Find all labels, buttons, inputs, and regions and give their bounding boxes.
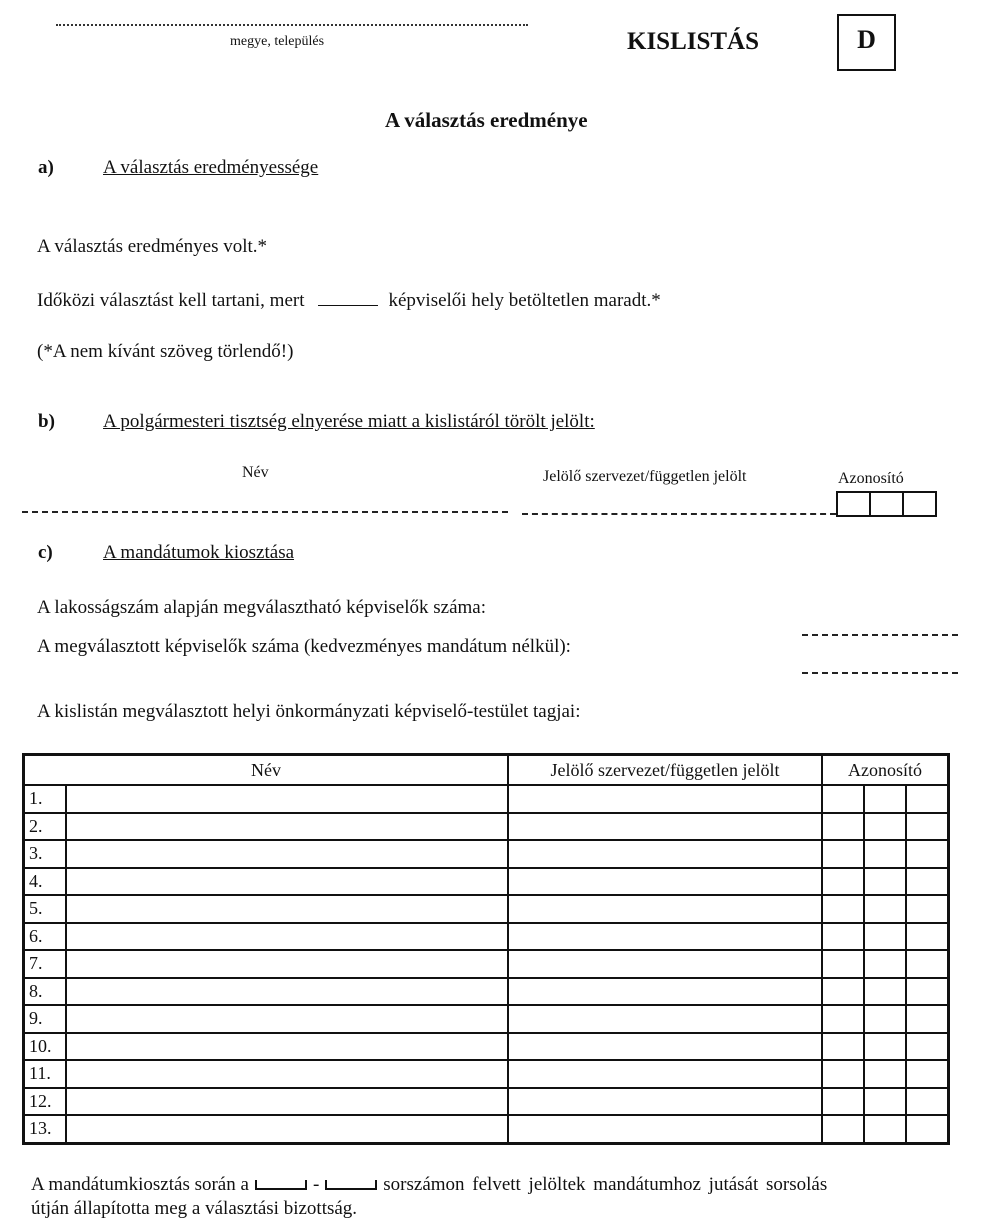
deleted-org-field[interactable] bbox=[522, 513, 836, 515]
id-cell[interactable] bbox=[822, 785, 864, 813]
row-number: 11. bbox=[24, 1060, 67, 1088]
section-b-marker: b) bbox=[38, 411, 55, 432]
org-cell[interactable] bbox=[508, 1060, 822, 1088]
deleted-org-header: Jelölő szervezet/független jelölt bbox=[543, 468, 747, 485]
id-cell[interactable] bbox=[906, 1115, 949, 1143]
name-cell[interactable] bbox=[66, 840, 508, 868]
id-cell[interactable] bbox=[906, 895, 949, 923]
id-cell[interactable] bbox=[864, 840, 906, 868]
row-number: 12. bbox=[24, 1088, 67, 1116]
id-cell[interactable] bbox=[906, 840, 949, 868]
id-cell[interactable] bbox=[822, 1088, 864, 1116]
deleted-name-header: Név bbox=[242, 464, 269, 481]
table-row bbox=[24, 1060, 949, 1088]
by-election-text-post: képviselői hely betöltetlen maradt.* bbox=[388, 290, 661, 311]
col-header-org: Jelölő szervezet/független jelölt bbox=[508, 755, 822, 786]
name-cell[interactable] bbox=[66, 785, 508, 813]
row-number: 13. bbox=[24, 1115, 67, 1143]
id-cell[interactable] bbox=[864, 895, 906, 923]
id-cell[interactable] bbox=[906, 1005, 949, 1033]
org-cell[interactable] bbox=[508, 895, 822, 923]
elected-count-label: A megválasztott képviselők száma (kedvezményes mandátum nélkül): bbox=[37, 636, 571, 657]
id-cell[interactable] bbox=[822, 950, 864, 978]
org-cell[interactable] bbox=[508, 840, 822, 868]
id-cell[interactable] bbox=[906, 978, 949, 1006]
id-cell[interactable] bbox=[871, 493, 904, 515]
id-cell[interactable] bbox=[906, 813, 949, 841]
org-cell[interactable] bbox=[508, 1005, 822, 1033]
name-cell[interactable] bbox=[66, 1060, 508, 1088]
members-table bbox=[22, 753, 950, 1145]
id-cell[interactable] bbox=[864, 785, 906, 813]
org-cell[interactable] bbox=[508, 1088, 822, 1116]
row-number: 4. bbox=[24, 868, 67, 896]
table-header-row bbox=[24, 755, 949, 786]
section-c-title: A mandátumok kiosztása bbox=[103, 542, 295, 563]
id-cell[interactable] bbox=[906, 950, 949, 978]
name-cell[interactable] bbox=[66, 813, 508, 841]
vacant-seats-blank[interactable] bbox=[318, 305, 378, 306]
org-cell[interactable] bbox=[508, 923, 822, 951]
id-cell[interactable] bbox=[822, 840, 864, 868]
table-row bbox=[24, 1033, 949, 1061]
name-cell[interactable] bbox=[66, 1115, 508, 1143]
col-header-id: Azonosító bbox=[822, 755, 949, 786]
form-code: D bbox=[857, 25, 876, 54]
id-cell[interactable] bbox=[822, 1005, 864, 1033]
id-cell[interactable] bbox=[864, 813, 906, 841]
table-row bbox=[24, 978, 949, 1006]
org-cell[interactable] bbox=[508, 1115, 822, 1143]
deleted-id-header: Azonosító bbox=[838, 470, 904, 487]
result-valid-line: A választás eredményes volt.* bbox=[37, 236, 268, 257]
table-row bbox=[24, 1088, 949, 1116]
deleted-name-field[interactable] bbox=[22, 511, 508, 513]
electable-count-field[interactable] bbox=[802, 634, 958, 636]
lottery-text-post: sorszámon felvett jelöltek mandátumhoz jutását sorsolás bbox=[383, 1174, 828, 1195]
id-cell[interactable] bbox=[822, 1060, 864, 1088]
table-row bbox=[24, 895, 949, 923]
by-election-line bbox=[37, 290, 661, 312]
table-intro: A kislistán megválasztott helyi önkormányzati képviselő-testület tagjai: bbox=[37, 701, 581, 722]
name-cell[interactable] bbox=[66, 923, 508, 951]
id-cell[interactable] bbox=[822, 1115, 864, 1143]
id-cell[interactable] bbox=[822, 1033, 864, 1061]
id-cell[interactable] bbox=[906, 868, 949, 896]
electable-count-label: A lakosságszám alapján megválasztható képviselők száma: bbox=[37, 597, 486, 618]
id-cell[interactable] bbox=[864, 1033, 906, 1061]
section-b-title: A polgármesteri tisztség elnyerése miatt a kislistáról törölt jelölt: bbox=[103, 411, 595, 432]
id-cell[interactable] bbox=[822, 813, 864, 841]
table-row bbox=[24, 840, 949, 868]
name-cell[interactable] bbox=[66, 978, 508, 1006]
elected-count-field[interactable] bbox=[802, 672, 958, 674]
deleted-id-field[interactable] bbox=[836, 491, 937, 517]
lottery-from-field[interactable] bbox=[255, 1180, 307, 1190]
page-title: A választás eredménye bbox=[385, 108, 588, 132]
table-row bbox=[24, 868, 949, 896]
row-number: 9. bbox=[24, 1005, 67, 1033]
lottery-line-2: útján állapította meg a választási bizottság. bbox=[31, 1198, 358, 1219]
id-cell[interactable] bbox=[864, 1088, 906, 1116]
delete-note: (*A nem kívánt szöveg törlendő!) bbox=[37, 341, 294, 362]
id-cell[interactable] bbox=[822, 868, 864, 896]
name-cell[interactable] bbox=[66, 950, 508, 978]
table-row bbox=[24, 1005, 949, 1033]
org-cell[interactable] bbox=[508, 1033, 822, 1061]
id-cell[interactable] bbox=[838, 493, 871, 515]
section-a-marker: a) bbox=[38, 157, 54, 178]
row-number: 5. bbox=[24, 895, 67, 923]
form-code-box bbox=[837, 14, 896, 71]
id-cell[interactable] bbox=[864, 950, 906, 978]
id-cell[interactable] bbox=[864, 868, 906, 896]
row-number: 1. bbox=[24, 785, 67, 813]
table-row bbox=[24, 813, 949, 841]
id-cell[interactable] bbox=[864, 978, 906, 1006]
org-cell[interactable] bbox=[508, 785, 822, 813]
id-cell[interactable] bbox=[822, 895, 864, 923]
location-label: megye, település bbox=[230, 34, 325, 49]
row-number: 7. bbox=[24, 950, 67, 978]
table-row bbox=[24, 950, 949, 978]
row-number: 6. bbox=[24, 923, 67, 951]
section-c-marker: c) bbox=[38, 542, 53, 563]
row-number: 8. bbox=[24, 978, 67, 1006]
table-row bbox=[24, 1115, 949, 1143]
name-cell[interactable] bbox=[66, 1005, 508, 1033]
row-number: 10. bbox=[24, 1033, 67, 1061]
name-cell[interactable] bbox=[66, 895, 508, 923]
by-election-text-pre: Időközi választást kell tartani, mert bbox=[37, 290, 305, 311]
section-a-title: A választás eredményessége bbox=[103, 157, 319, 178]
location-fill-line[interactable] bbox=[56, 24, 528, 26]
name-cell[interactable] bbox=[66, 1088, 508, 1116]
id-cell[interactable] bbox=[906, 1088, 949, 1116]
lottery-text-pre: A mandátumkiosztás során a bbox=[31, 1174, 249, 1195]
org-cell[interactable] bbox=[508, 868, 822, 896]
lottery-to-field[interactable] bbox=[325, 1180, 377, 1190]
org-cell[interactable] bbox=[508, 978, 822, 1006]
col-header-name: Név bbox=[24, 755, 509, 786]
name-cell[interactable] bbox=[66, 868, 508, 896]
org-cell[interactable] bbox=[508, 813, 822, 841]
id-cell[interactable] bbox=[864, 1060, 906, 1088]
id-cell[interactable] bbox=[822, 978, 864, 1006]
table-row bbox=[24, 923, 949, 951]
form-title: KISLISTÁS bbox=[627, 28, 760, 55]
row-number: 3. bbox=[24, 840, 67, 868]
row-number: 2. bbox=[24, 813, 67, 841]
lottery-line bbox=[31, 1174, 827, 1196]
lottery-dash: - bbox=[312, 1174, 320, 1195]
id-cell[interactable] bbox=[822, 923, 864, 951]
name-cell[interactable] bbox=[66, 1033, 508, 1061]
id-cell[interactable] bbox=[906, 1033, 949, 1061]
table-row bbox=[24, 785, 949, 813]
id-cell[interactable] bbox=[906, 785, 949, 813]
id-cell[interactable] bbox=[864, 1005, 906, 1033]
id-cell[interactable] bbox=[864, 923, 906, 951]
id-cell[interactable] bbox=[906, 923, 949, 951]
id-cell[interactable] bbox=[864, 1115, 906, 1143]
id-cell[interactable] bbox=[904, 493, 935, 515]
org-cell[interactable] bbox=[508, 950, 822, 978]
id-cell[interactable] bbox=[906, 1060, 949, 1088]
